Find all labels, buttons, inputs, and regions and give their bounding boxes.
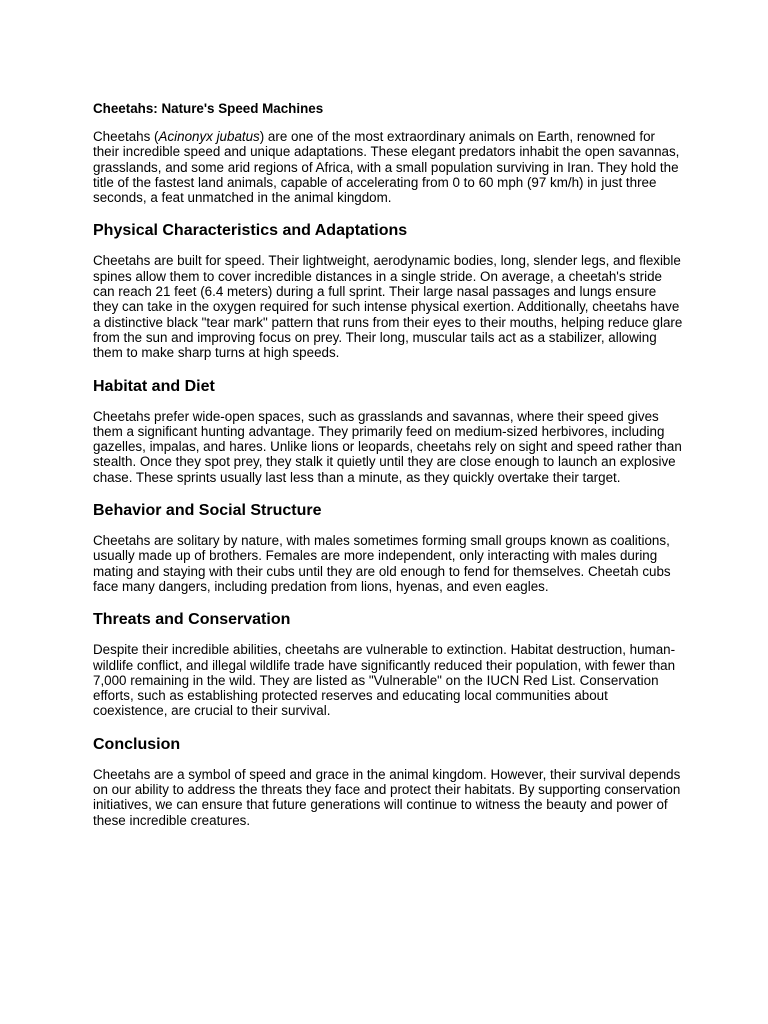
paragraph-conclusion: Cheetahs are a symbol of speed and grace in the animal kingdom. However, their survival depends on our ability to address the threats they face and protect their habitats. By supporting conservation initiatives, we can ensure that future generations will continue to witness the beauty and power of these incredible creatures. xyxy=(93,766,681,828)
intro-text-start: Cheetahs ( xyxy=(93,129,159,144)
document-title: Cheetahs: Nature's Speed Machines xyxy=(93,101,324,116)
intro-text-rest: ) are one of the most extraordinary animals on Earth, renowned for their incredible speed and unique adaptations. These elegant predators inhabit the open savannas, grasslands, and some arid regions of Africa, with a small population surviving in Iran. They hold the title of the fastest land animals, capable of accelerating from 0 to 60 mph (97 km/h) in just three seconds, a feat unmatched in the animal kingdom. xyxy=(93,129,680,206)
paragraph-habitat-diet: Cheetahs prefer wide-open spaces, such as grasslands and savannas, where their speed gives them a significant hunting advantage. They primarily feed on medium-sized herbivores, including gazelles, impalas, and hares. Unlike lions or leopards, cheetahs rely on sight and speed rather than stealth. Once they spot prey, they stalk it quietly until they are close enough to launch an explosive chase. These sprints usually last less than a minute, as they quickly overtake their target. xyxy=(93,408,682,485)
heading-behavior-social: Behavior and Social Structure xyxy=(93,502,322,520)
heading-habitat-diet: Habitat and Diet xyxy=(93,377,215,395)
document-page xyxy=(93,100,683,828)
heading-conclusion: Conclusion xyxy=(93,735,181,753)
paragraph-physical-characteristics: Cheetahs are built for speed. Their lightweight, aerodynamic bodies, long, slender legs, and flexible spines allow them to cover incredible distances in a single stride. On average, a cheetah's stride can reach 21 feet (6.4 meters) during a full sprint. Their large nasal passages and lungs ensure they can take in the oxygen required for such intense physical exertion. Additionally, cheetahs have a distinctive black "tear mark" pattern that runs from their eyes to their mouths, helping reduce glare from the sun and improving focus on prey. Their long, muscular tails act as a stabilizer, allowing them to make sharp turns at high speeds. xyxy=(93,253,683,361)
paragraph-threats-conservation: Despite their incredible abilities, cheetahs are vulnerable to extinction. Habitat destruction, human-wildlife conflict, and illegal wildlife trade have significantly reduced their population, with fewer than 7,000 remaining in the wild. They are listed as "Vulnerable" on the IUCN Red List. Conservation efforts, such as establishing protected reserves and educating local communities about coexistence, are crucial to their survival. xyxy=(93,642,676,719)
scientific-name: Acinonyx jubatus xyxy=(158,129,260,144)
heading-physical-characteristics: Physical Characteristics and Adaptations xyxy=(93,222,408,240)
paragraph-behavior-social: Cheetahs are solitary by nature, with males sometimes forming small groups known as coalitions, usually made up of brothers. Females are more independent, only interacting with males during mating and staying with their cubs until they are old enough to fend for themselves. Cheetah cubs face many dangers, including predation from lions, hyenas, and even eagles. xyxy=(93,533,671,594)
intro-paragraph xyxy=(93,129,683,205)
heading-threats-conservation: Threats and Conservation xyxy=(93,611,291,629)
